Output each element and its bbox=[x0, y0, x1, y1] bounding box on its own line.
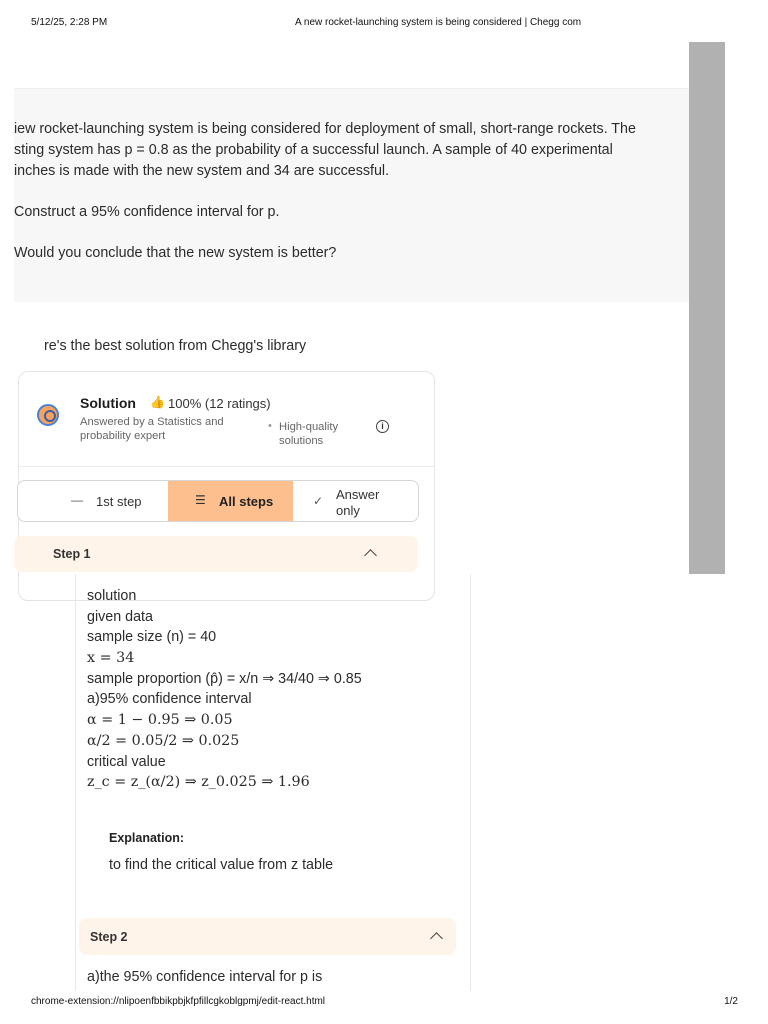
solution-line: α/2 = 0.05/2 ⇒ 0.025 bbox=[87, 732, 240, 749]
tab-label: 1st step bbox=[96, 494, 142, 509]
step-2-first-line: a)the 95% confidence interval for p is bbox=[87, 969, 323, 985]
tab-label: All steps bbox=[219, 494, 274, 509]
question-text bbox=[14, 119, 694, 284]
solution-line: sample size (n) = 40 bbox=[87, 629, 217, 646]
solution-line: sample proportion (p̂) = x/n ⇒ 34/40 ⇒ 0.85 bbox=[87, 670, 362, 687]
step-1-lines bbox=[87, 586, 362, 793]
dash-icon: — bbox=[71, 493, 83, 507]
print-footer bbox=[31, 996, 738, 1010]
solution-view-tabs bbox=[17, 480, 419, 522]
solution-line: solution bbox=[87, 588, 137, 604]
solution-card-header bbox=[19, 372, 434, 467]
solution-line: α = 1 − 0.95 ⇒ 0.05 bbox=[87, 712, 233, 729]
bullet-icon: • bbox=[268, 420, 272, 432]
print-header bbox=[31, 17, 738, 31]
step-1-label: Step 1 bbox=[53, 547, 91, 561]
solution-line: a)95% confidence interval bbox=[87, 691, 252, 708]
tab-all-steps[interactable] bbox=[168, 481, 293, 521]
chevron-up-icon[interactable] bbox=[430, 932, 443, 945]
print-datetime: 5/12/25, 2:28 PM bbox=[31, 17, 108, 28]
step-1-header[interactable] bbox=[14, 536, 418, 572]
step-1-content bbox=[75, 574, 471, 991]
solution-title: Solution bbox=[80, 395, 136, 411]
solution-line: z_c = z_(α/2) ⇒ z_0.025 ⇒ 1.96 bbox=[87, 774, 310, 791]
question-part-a: Construct a 95% confidence interval for p. bbox=[14, 204, 280, 220]
best-solution-heading: re's the best solution from Chegg's library bbox=[44, 338, 307, 354]
answered-by-text: Answered by a Statistics and probability expert bbox=[80, 416, 224, 442]
tab-answer-only[interactable] bbox=[293, 481, 420, 521]
list-icon: ☰ bbox=[195, 493, 206, 507]
print-url: chrome-extension://nlipoenfbbikpbjkfpfillcgkoblgpmj/edit-react.html bbox=[31, 996, 326, 1007]
step-2-label: Step 2 bbox=[90, 930, 128, 944]
print-page-title: A new rocket-launching system is being considered | Chegg com bbox=[295, 17, 582, 28]
print-page-number: 1/2 bbox=[724, 996, 738, 1007]
check-icon: ✓ bbox=[313, 494, 324, 508]
step-2-header[interactable] bbox=[79, 918, 456, 955]
info-icon[interactable]: i bbox=[376, 420, 389, 433]
question-part-b: Would you conclude that the new system is better? bbox=[14, 245, 337, 261]
solution-line: x = 34 bbox=[87, 650, 135, 667]
high-quality-label: High-quality solutions bbox=[279, 421, 339, 447]
solution-line: critical value bbox=[87, 753, 166, 770]
chevron-up-icon[interactable] bbox=[364, 549, 377, 562]
question-line: inches is made with the new system and 34 are successful. bbox=[14, 163, 390, 179]
tab-label: Answer only bbox=[336, 487, 380, 518]
rating-text: 100% (12 ratings) bbox=[168, 396, 271, 411]
question-line: sting system has p = 0.8 as the probability of a successful launch. A sample of 40 experimental bbox=[14, 142, 613, 158]
explanation-text: to find the critical value from z table bbox=[109, 857, 334, 873]
solution-line: given data bbox=[87, 608, 153, 625]
question-box bbox=[14, 88, 704, 302]
tab-1st-step[interactable] bbox=[18, 481, 168, 521]
scrollbar[interactable] bbox=[689, 42, 725, 574]
thumbs-up-icon: 👍 bbox=[150, 395, 165, 409]
question-line: iew rocket-launching system is being considered for deployment of small, short-range rockets. The bbox=[14, 121, 636, 137]
page-viewport bbox=[14, 42, 725, 574]
expert-avatar bbox=[37, 404, 59, 426]
explanation-title: Explanation: bbox=[109, 831, 185, 845]
